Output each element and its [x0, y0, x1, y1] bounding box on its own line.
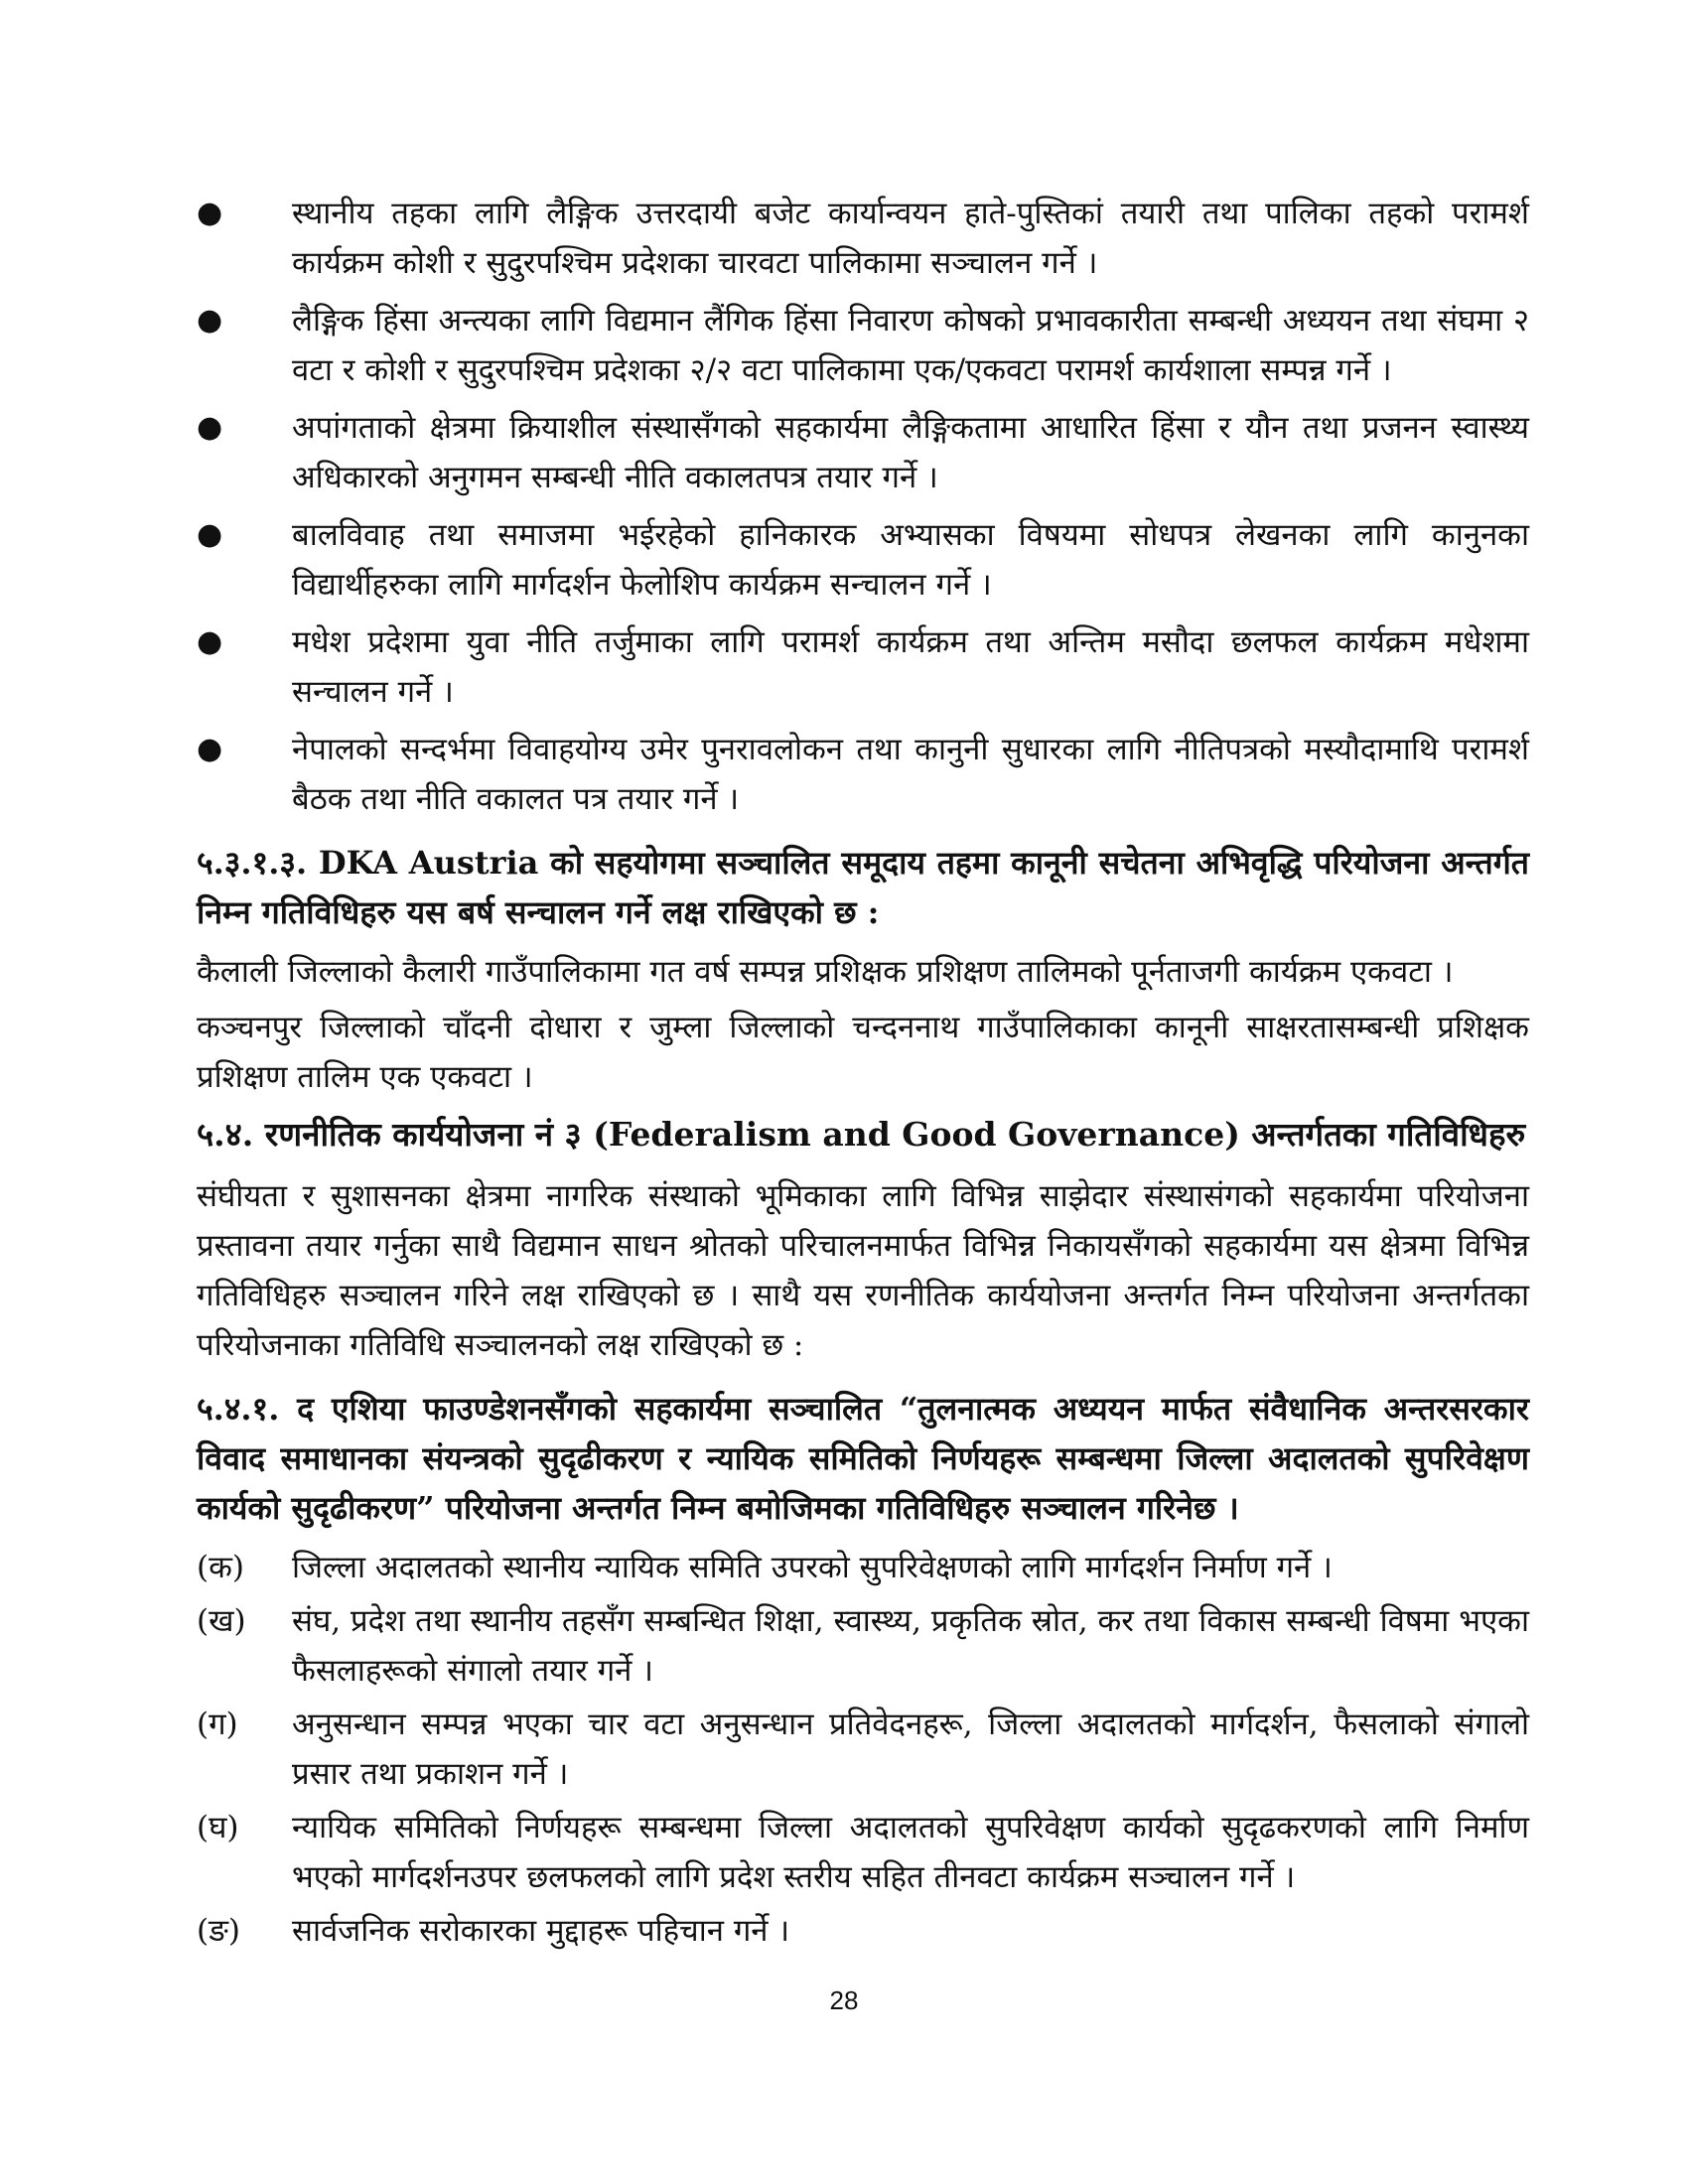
- list-item-label: (ग): [197, 1706, 238, 1742]
- list-item-text: सार्वजनिक सरोकारका मुद्दाहरू पहिचान गर्ने ।: [292, 1913, 790, 1949]
- dka-paragraph-1: कैलाली जिल्लाको कैलारी गाउँपालिकामा गत वर्ष सम्पन्न प्रशिक्षक प्रशिक्षण तालिमको पूर्नताजगी कार्यक्रम एकवटा ।: [197, 954, 1454, 990]
- list-item-text: जिल्ला अदालतको स्थानीय न्यायिक समिति उपरको सुपरिवेक्षणको लागि मार्गदर्शन निर्माण गर्ने ।: [292, 1550, 1333, 1585]
- list-item-text: संघ, प्रदेश तथा स्थानीय तहसँग सम्बन्धित शिक्षा, स्वास्थ्य, प्रकृतिक स्रोत, कर तथा विकास सम्बन्धी विषमा भएका फैसलाहरूको संगालो तयार गर्ने ।: [292, 1603, 1529, 1689]
- page-number: 28: [829, 1985, 859, 2015]
- bullet-item: [197, 725, 1529, 824]
- bullet-marker: ●: [197, 732, 223, 766]
- bullet-item: [197, 510, 1529, 610]
- list-item: [197, 1803, 1529, 1902]
- list-item-text: न्यायिक समितिको निर्णयहरू सम्बन्धमा जिल्ला अदालतको सुपरिवेक्षण कार्यको सुदृढकरणको लागि निर्माण भएको मार्गदर्शनउपर छलफलको लागि प्रदेश स्तरीय सहित तीनवटा कार्यक्रम सञ्चालन गर्ने ।: [292, 1810, 1529, 1895]
- bullet-item: [197, 617, 1529, 717]
- bullet-text: स्थानीय तहका लागि लैङ्गिक उत्तरदायी बजेट कार्यान्वयन हाते-पुस्तिकां तयारी तथा पालिका तहको परामर्श कार्यक्रम कोशी र सुदुरपश्चिम प्रदेशका चारवटा पालिकामा सञ्चालन गर्ने ।: [292, 196, 1529, 281]
- dka-paragraph-2: कञ्चनपुर जिल्लाको चाँदनी दोधारा र जुम्ला जिल्लाको चन्दननाथ गाउँपालिकाका कानूनी साक्षरतासम्बन्धी प्रशिक्षक प्रशिक्षण तालिम एक एकवटा ।: [197, 1010, 1529, 1095]
- bullet-item: [197, 296, 1529, 395]
- section-title: ५.४. रणनीतिक कार्ययोजना नं ३ (Federalism and Good Governance) अन्तर्गतका गतिविधिहरु: [197, 1115, 1526, 1154]
- list-item-label: (ख): [197, 1603, 246, 1639]
- list-item: [197, 1700, 1529, 1799]
- bullet-marker: ●: [197, 410, 223, 445]
- bullet-item: [197, 189, 1529, 288]
- bullet-item: [197, 403, 1529, 502]
- bullet-text: अपांगताको क्षेत्रमा क्रियाशील संस्थासँगको सहकार्यमा लैङ्गिकतामा आधारित हिंसा र यौन तथा प्रजनन स्वास्थ्य अधिकारको अनुगमन सम्बन्धी नीति वकालतपत्र तयार गर्ने ।: [292, 410, 1529, 495]
- list-item-label: (ङ): [197, 1913, 240, 1949]
- list-item: [197, 1596, 1529, 1696]
- bullet-text: बालविवाह तथा समाजमा भईरहेको हानिकारक अभ्यासका विषयमा सोधपत्र लेखनका लागि कानुनका विद्यार्थीहरुका लागि मार्गदर्शन फेलोशिप कार्यक्रम सन्चालन गर्ने ।: [292, 517, 1529, 603]
- subsection-heading: ५.४.१. द एशिया फाउण्डेशनसँगको सहकार्यमा सञ्चालित “तुलनात्मक अध्ययन मार्फत संवैधानिक अन्तरसरकार विवाद समाधानका संयन्त्रको सुदृढीकरण र न्यायिक समितिको निर्णयहरू सम्बन्धमा जिल्ला अदालतको सुपरिवेक्षण कार्यको सुदृढीकरण” परियोजना अन्तर्गत निम्न बमोजिमका गतिविधिहरु सञ्चालन गरिनेछ ।: [197, 1390, 1529, 1527]
- list-item: [197, 1906, 1529, 1956]
- bullet-text: नेपालको सन्दर्भमा विवाहयोग्य उमेर पुनरावलोकन तथा कानुनी सुधारका लागि नीतिपत्रको मस्यौदामाथि परामर्श बैठक तथा नीति वकालत पत्र तयार गर्ने ।: [292, 732, 1529, 817]
- section-paragraph: संघीयता र सुशासनका क्षेत्रमा नागरिक संस्थाको भूमिकाका लागि विभिन्न साझेदार संस्थासंगको सहकार्यमा परियोजना प्रस्तावना तयार गर्नुका साथै विद्यमान साधन श्रोतको परिचालनमार्फत विभिन्न निकायसँगको सहकार्यमा यस क्षेत्रमा विभिन्न गतिविधिहरु सञ्चालन गरिने लक्ष राखिएको छ । साथै यस रणनीतिक कार्ययोजना अन्तर्गत निम्न परियोजना अन्तर्गतका परियोजनाका गतिविधि सञ्चालनको लक्ष राखिएको छ :: [197, 1178, 1529, 1363]
- list-item-label: (घ): [197, 1810, 239, 1845]
- bullet-text: लैङ्गिक हिंसा अन्त्यका लागि विद्यमान लैंगिक हिंसा निवारण कोषको प्रभावकारीता सम्बन्धी अध्ययन तथा संघमा २ वटा र कोशी र सुदुरपश्चिम प्रदेशका २/२ वटा पालिकामा एक/एकवटा परामर्श कार्यशाला सम्पन्न गर्ने ।: [292, 303, 1529, 388]
- bullet-marker: ●: [197, 196, 223, 230]
- list-item-text: अनुसन्धान सम्पन्न भएका चार वटा अनुसन्धान प्रतिवेदनहरू, जिल्ला अदालतको मार्गदर्शन, फैसलाको संगालो प्रसार तथा प्रकाशन गर्ने ।: [292, 1706, 1529, 1792]
- document-body: [197, 189, 1529, 1960]
- dka-heading: ५.३.१.३. DKA Austria को सहयोगमा सञ्चालित समूदाय तहमा कानूनी सचेतना अभिवृद्धि परियोजना अन्तर्गत निम्न गतिविधिहरु यस बर्ष सन्चालन गर्ने लक्ष राखिएको छ :: [197, 844, 1529, 931]
- bullet-text: मधेश प्रदेशमा युवा नीति तर्जुमाका लागि परामर्श कार्यक्रम तथा अन्तिम मसौदा छलफल कार्यक्रम मधेशमा सन्चालन गर्ने ।: [292, 624, 1529, 710]
- bullet-marker: ●: [197, 303, 223, 338]
- bullet-marker: ●: [197, 624, 223, 659]
- list-item: [197, 1543, 1529, 1592]
- bullet-marker: ●: [197, 517, 223, 552]
- list-item-label: (क): [197, 1550, 244, 1585]
